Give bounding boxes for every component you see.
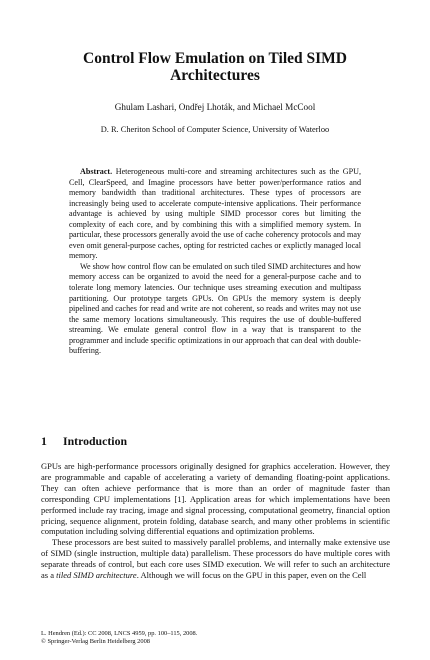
section-title: Introduction <box>63 434 128 448</box>
author-list: Ghulam Lashari, Ondřej Lhoták, and Michael McCool <box>114 102 316 112</box>
body-paragraph-2-text-a: These processors are best suited to massively parallel problems, and internally make extensive use of SIMD (single instruction, multiple data) parallelism. These processors do have multiple cores with separate threads of control, but each core uses SIMD execution. We will refer to such an architecture as a <box>41 537 390 581</box>
body-paragraph-2-emphasis: tiled SIMD architecture <box>56 570 137 581</box>
body-paragraph-2-text-b: . Although we will focus on the GPU in this paper, even on the Cell <box>136 570 367 581</box>
paper-title-line-1: Control Flow Emulation on Tiled SIMD <box>83 50 347 67</box>
paper-title-line-2: Architectures <box>170 67 260 84</box>
body-text <box>41 461 390 581</box>
author-affiliation: D. R. Cheriton School of Computer Science, University of Waterloo <box>100 125 330 134</box>
footnote-citation: L. Hendren (Ed.): CC 2008, LNCS 4959, pp. 100–115, 2008. <box>41 630 198 637</box>
footnote-copyright: © Springer-Verlag Berlin Heidelberg 2008 <box>41 638 150 645</box>
section-heading <box>41 434 127 448</box>
section-number: 1 <box>41 434 47 448</box>
abstract <box>69 167 361 357</box>
body-paragraph-2 <box>41 537 390 581</box>
abstract-paragraph-1 <box>69 167 361 262</box>
body-paragraph-1: GPUs are high-performance processors originally designed for graphics acceleration. However, they are programmable and capable of accelerating a variety of demanding floating-point applications. They can often achieve performance that is more than an order of magnitude faster than corresponding CPU implementations [1]. Application areas for which implementations have been performed include ray tracing, image and signal processing, computational geometry, financial option pricing, sequence alignment, protein folding, database search, and many other problems in scientific computation including solving differential equations and optimization problems. <box>41 461 390 537</box>
abstract-paragraph-1-text: Heterogeneous multi-core and streaming architectures such as the GPU, Cell, ClearSpeed, and Imagine processors have better power/performance ratios and memory bandwidth than traditional architectures. These types of processors are increasingly being used to accelerate compute-intensive applications. Their performance advantage is achieved by using multiple SIMD processor cores but limiting the complexity of each core, and by combining this with a simplified memory system. In particular, these processors generally avoid the use of cache coherency protocols and may even omit general-purpose caches, opting for restricted caches or explictly managed local memory. <box>69 167 361 261</box>
abstract-paragraph-2: We show how control flow can be emulated on such tiled SIMD architectures and how memory access can be organized to avoid the need for a general-purpose cache and to tolerate long memory latencies. Our technique uses streaming execution and multipass partitioning. Our prototype targets GPUs. On GPUs the memory system is deeply pipelined and caches for read and write are not coherent, so reads and writes may not use the same memory locations simultaneously. This requires the use of double-buffered streaming. We emulate general control flow in a way that is transparent to the programmer and include specific optimizations in our approach that can deal with double-buffering. <box>69 261 361 356</box>
publication-footnote <box>41 630 390 646</box>
abstract-label: Abstract. <box>80 167 113 176</box>
